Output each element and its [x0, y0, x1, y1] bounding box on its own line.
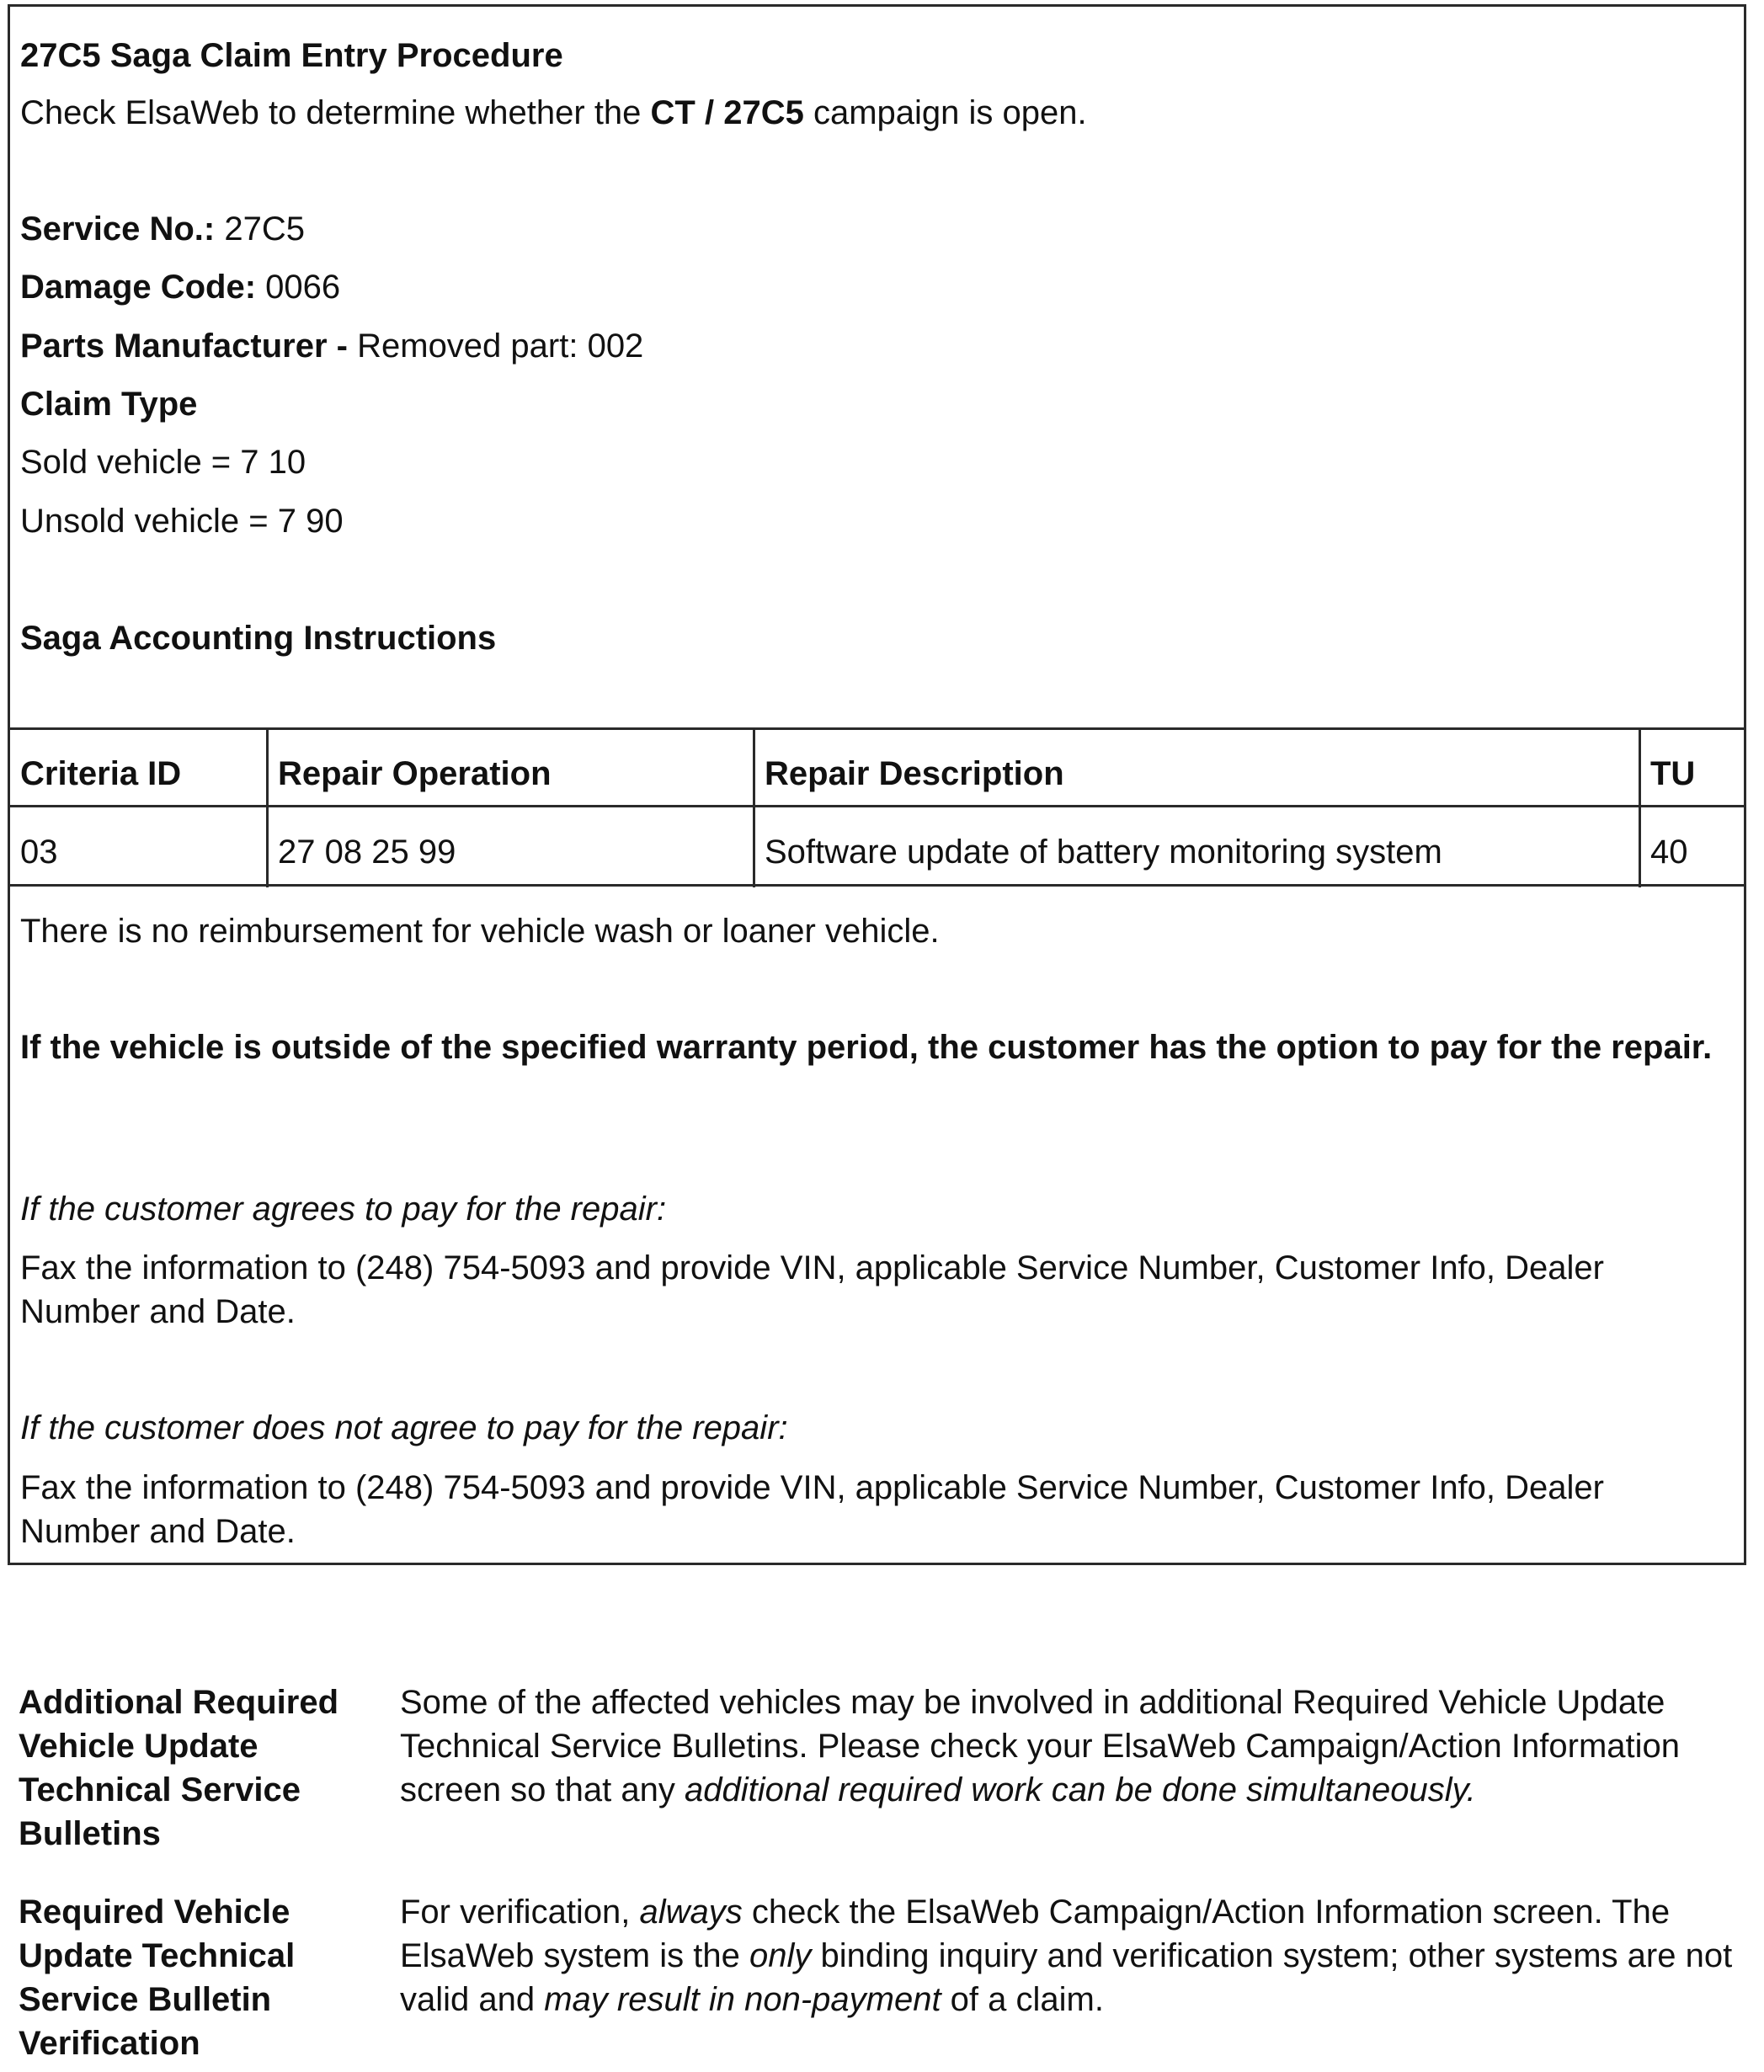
- claim-procedure-box: [8, 4, 1746, 1565]
- claim-type-sold: Sold vehicle = 7 10: [20, 444, 306, 481]
- header-tu: TU: [1650, 755, 1696, 792]
- procedure-title: 27C5 Saga Claim Entry Procedure: [20, 37, 563, 74]
- service-number-value: 27C5: [215, 210, 305, 248]
- table-header-border: [10, 805, 1744, 807]
- cell-criteria-id: 03: [20, 834, 58, 871]
- claim-type-unsold: Unsold vehicle = 7 90: [20, 503, 344, 540]
- table-col-divider: [1639, 727, 1641, 887]
- verification-text-part: binding inquiry and verification system; other systems are not valid and: [400, 1937, 1733, 2018]
- verification-text-part: For verification,: [400, 1894, 640, 1931]
- check-text-post: campaign is open.: [803, 94, 1087, 131]
- verification-text-part: of a claim.: [941, 1981, 1104, 2018]
- header-repair-description: Repair Description: [765, 755, 1064, 792]
- cell-repair-operation: 27 08 25 99: [278, 834, 456, 871]
- verification-emphasis: may result in non-payment: [544, 1981, 941, 2018]
- table-col-divider: [266, 727, 269, 887]
- additional-text-italic: additional required work can be done simultaneously.: [684, 1771, 1476, 1808]
- warranty-warning: If the vehicle is outside of the specified warranty period, the customer has the option to pay for the repair.: [20, 1029, 1713, 1066]
- check-elsaweb-text: [20, 91, 1087, 136]
- damage-code-label: Damage Code:: [20, 269, 257, 306]
- service-number: [20, 207, 305, 252]
- verification-label: Required Vehicle Update Technical Service Bulletin Verification: [19, 1894, 296, 2062]
- agrees-heading: If the customer agrees to pay for the repair:: [20, 1190, 667, 1228]
- parts-manufacturer: [20, 324, 643, 369]
- check-text-pre: Check ElsaWeb to determine whether the: [20, 94, 651, 131]
- service-number-label: Service No.:: [20, 210, 216, 248]
- table-top-border: [10, 727, 1744, 730]
- claim-type-label: Claim Type: [20, 386, 198, 423]
- not-agree-text: Fax the information to (248) 754-5093 and provide VIN, applicable Service Number, Customer Info, Dealer Number and Date.: [20, 1469, 1604, 1550]
- additional-tsb-label: Additional Required Vehicle Update Technical Service Bulletins: [19, 1684, 338, 1852]
- additional-tsb-text: [400, 1681, 1747, 1812]
- accounting-heading: Saga Accounting Instructions: [20, 620, 497, 657]
- agrees-text: Fax the information to (248) 754-5093 and provide VIN, applicable Service Number, Customer Info, Dealer Number and Date.: [20, 1249, 1604, 1330]
- not-agree-heading: If the customer does not agree to pay for the repair:: [20, 1409, 788, 1446]
- no-reimbursement-note: There is no reimbursement for vehicle wash or loaner vehicle.: [20, 913, 940, 950]
- damage-code: [20, 265, 340, 310]
- additional-text-regular: Some of the affected vehicles may be involved in additional Required Vehicle Update Technical Service Bulletins. Please check your ElsaWeb Campaign/Action Information screen so that any: [400, 1684, 1680, 1808]
- parts-manufacturer-value: Removed part: 002: [357, 328, 644, 365]
- verification-emphasis: always: [639, 1894, 743, 1931]
- verification-text-part: check the ElsaWeb Campaign/Action Information screen. The ElsaWeb system is the: [400, 1894, 1671, 1974]
- parts-manufacturer-label: Parts Manufacturer -: [20, 328, 358, 365]
- table-col-divider: [753, 727, 755, 887]
- cell-repair-description: Software update of battery monitoring system: [765, 834, 1442, 871]
- header-repair-operation: Repair Operation: [278, 755, 552, 792]
- table-bottom-border: [10, 884, 1744, 887]
- verification-emphasis: only: [749, 1937, 812, 1974]
- campaign-code: CT / 27C5: [650, 94, 804, 131]
- header-criteria-id: Criteria ID: [20, 755, 182, 792]
- cell-tu: 40: [1650, 834, 1688, 871]
- verification-text: [400, 1890, 1747, 2021]
- damage-code-value: 0066: [256, 269, 341, 306]
